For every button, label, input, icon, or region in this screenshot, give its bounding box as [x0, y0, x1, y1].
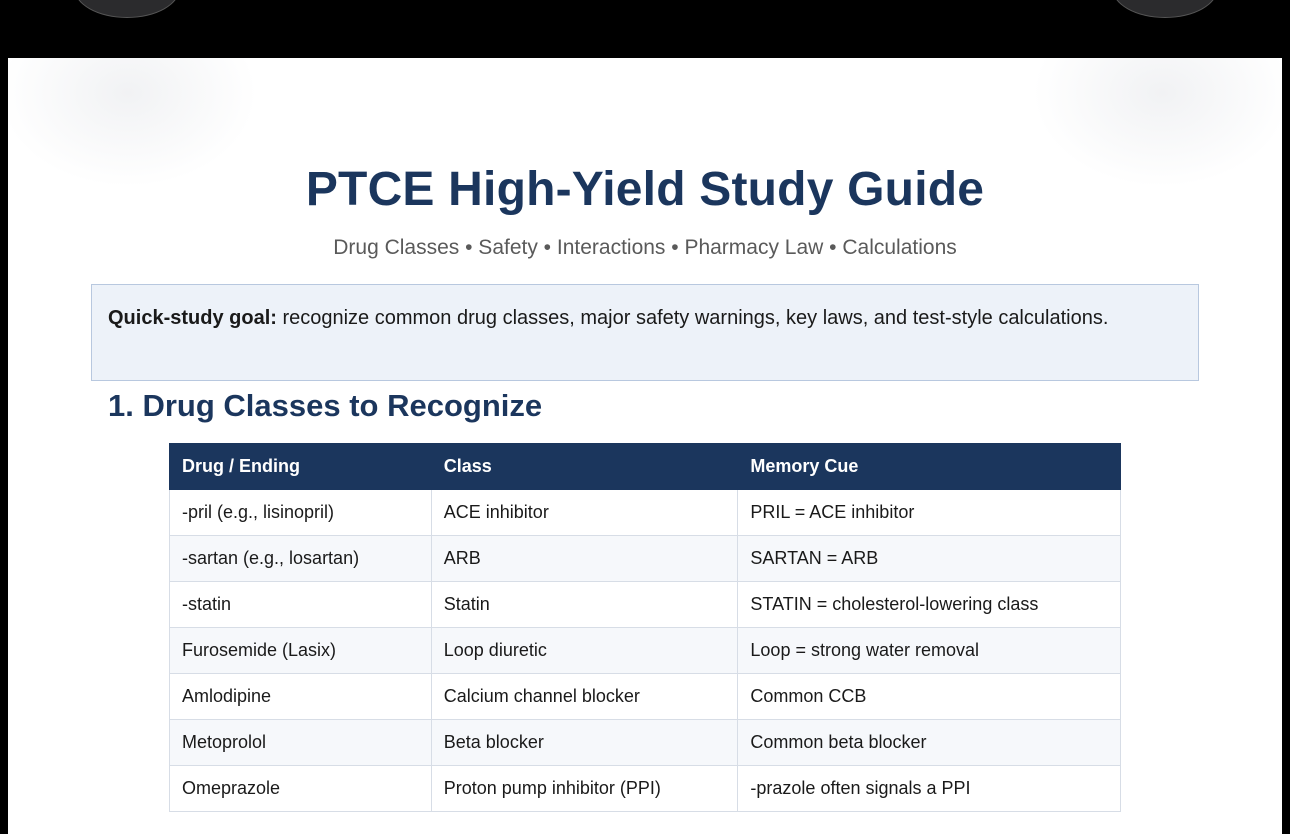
- table-row: [170, 536, 1121, 582]
- goal-label: Quick-study goal:: [108, 307, 277, 329]
- goal-text: recognize common drug classes, major safety warnings, key laws, and test-style calculations.: [276, 307, 1109, 329]
- table-cell: -statin: [170, 582, 432, 628]
- table-row: [170, 628, 1121, 674]
- table-cell: Amlodipine: [170, 674, 432, 720]
- table-cell: PRIL = ACE inhibitor: [738, 490, 1121, 536]
- table-cell: Loop diuretic: [431, 628, 738, 674]
- table-cell: STATIN = cholesterol-lowering class: [738, 582, 1121, 628]
- table-cell: Proton pump inhibitor (PPI): [431, 766, 738, 812]
- table-row: [170, 720, 1121, 766]
- section-heading: 1. Drug Classes to Recognize: [108, 388, 543, 423]
- table-cell: Loop = strong water removal: [738, 628, 1121, 674]
- column-header: Memory Cue: [738, 444, 1121, 490]
- page-title: PTCE High-Yield Study Guide: [305, 163, 985, 216]
- table-cell: -prazole often signals a PPI: [738, 766, 1121, 812]
- back-button[interactable]: [74, 0, 180, 18]
- table-cell: Furosemide (Lasix): [170, 628, 432, 674]
- table-cell: Statin: [431, 582, 738, 628]
- table-cell: -sartan (e.g., losartan): [170, 536, 432, 582]
- table-cell: ACE inhibitor: [431, 490, 738, 536]
- page-subtitle: Drug Classes • Safety • Interactions • Pharmacy Law • Calculations: [333, 236, 957, 259]
- table-cell: SARTAN = ARB: [738, 536, 1121, 582]
- document-page: [8, 58, 1282, 834]
- table-row: [170, 766, 1121, 812]
- goal-callout: [91, 284, 1199, 381]
- menu-button[interactable]: [1112, 0, 1218, 18]
- table-cell: Metoprolol: [170, 720, 432, 766]
- table-row: [170, 674, 1121, 720]
- table-row: [170, 582, 1121, 628]
- table-cell: Omeprazole: [170, 766, 432, 812]
- table-cell: Calcium channel blocker: [431, 674, 738, 720]
- table-cell: ARB: [431, 536, 738, 582]
- column-header: Class: [431, 444, 738, 490]
- top-bar: [0, 0, 1290, 58]
- table-row: [170, 490, 1121, 536]
- table-cell: Beta blocker: [431, 720, 738, 766]
- column-header: Drug / Ending: [170, 444, 432, 490]
- table-cell: Common CCB: [738, 674, 1121, 720]
- drug-classes-table: [169, 443, 1121, 812]
- table-header-row: [170, 444, 1121, 490]
- table-cell: Common beta blocker: [738, 720, 1121, 766]
- table-cell: -pril (e.g., lisinopril): [170, 490, 432, 536]
